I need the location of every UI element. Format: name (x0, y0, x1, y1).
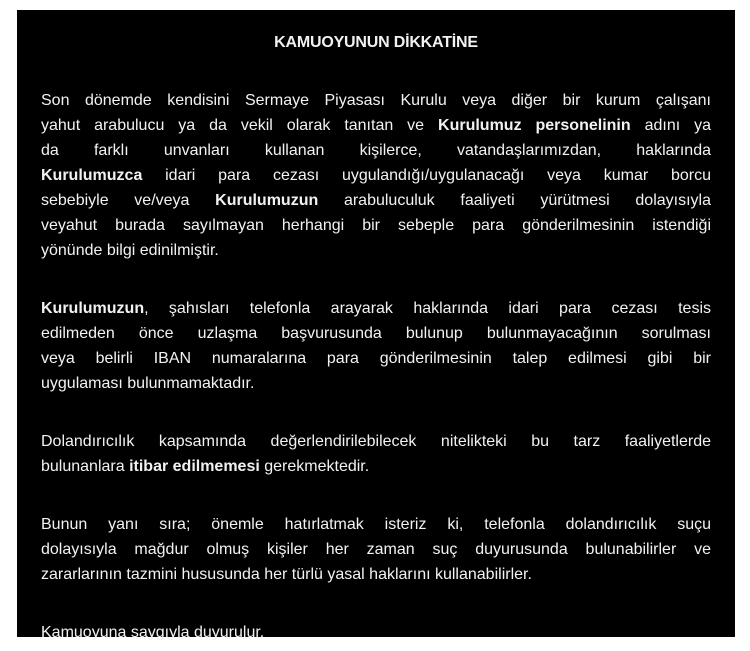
text-segment: veya belirli IBAN numaralarına para gönderilmesinin talep edilmesi gibi bir (41, 350, 711, 367)
text-line (41, 138, 711, 163)
text-segment: arabuluculuk faaliyeti yürütmesi dolayısıyla (318, 192, 711, 209)
bold-text: itibar edilmemesi (129, 458, 260, 475)
text-line (41, 238, 711, 263)
bold-text: Kurulumuz personelinin (438, 117, 631, 134)
text-segment: yönünde bilgi edinilmiştir. (41, 242, 219, 259)
text-segment: dolayısıyla mağdur olmuş kişiler her zaman suç duyurusunda bulunabilirler ve (41, 541, 711, 558)
text-line (41, 562, 711, 587)
notice-paragraph (41, 429, 711, 479)
text-line (41, 188, 711, 213)
notice-paragraph (41, 88, 711, 263)
text-segment: Bunun yanı sıra; önemle hatırlatmak isteriz ki, telefonla dolandırıcılık suçu (41, 516, 711, 533)
text-segment: , şahısları telefonla arayarak haklarında idari para cezası tesis (144, 300, 711, 317)
text-segment: uygulaması bulunmamaktadır. (41, 375, 255, 392)
text-segment: edilmeden önce uzlaşma başvurusunda bulunup bulunmayacağının sorulması (41, 325, 711, 342)
text-line (41, 512, 711, 537)
text-segment: veyahut burada sayılmayan herhangi bir sebeple para gönderilmesinin istendiği (41, 217, 711, 234)
text-line (41, 346, 711, 371)
notice-paragraph (41, 512, 711, 587)
text-segment: bulunanlara (41, 458, 130, 475)
text-segment: sebebiyle ve/veya (41, 192, 216, 209)
text-segment: yahut arabulucu ya da vekil olarak tanıtan ve (41, 117, 439, 134)
text-segment: da farklı unvanları kullanan kişilerce, vatandaşlarımızdan, haklarında (41, 142, 711, 159)
text-line (41, 163, 711, 188)
text-line (41, 429, 711, 454)
bold-text: Kurulumuzun (215, 192, 319, 209)
text-line (41, 213, 711, 238)
text-line (41, 296, 711, 321)
bold-text: Kurulumuzca (41, 167, 143, 184)
text-segment: adını ya (630, 117, 711, 134)
notice-paragraph (41, 296, 711, 396)
text-segment: zararlarının tazmini hususunda her türlü yasal haklarını kullanabilirler. (41, 566, 532, 583)
text-line (41, 371, 711, 396)
notice-title: KAMUOYUNUN DİKKATİNE (274, 34, 478, 51)
text-line (41, 113, 711, 138)
text-line (41, 454, 711, 479)
notice-body (41, 88, 711, 645)
public-notice-panel (17, 10, 735, 641)
text-segment: gerekmektedir. (259, 458, 370, 475)
text-segment: Son dönemde kendisini Sermaye Piyasası Kurulu veya diğer bir kurum çalışanı (41, 92, 711, 109)
text-segment: Dolandırıcılık kapsamında değerlendirilebilecek nitelikteki bu tarz faaliyetlerde (41, 433, 711, 450)
text-segment: idari para cezası uygulandığı/uygulanacağı veya kumar borcu (142, 167, 711, 184)
text-line (41, 620, 711, 645)
text-segment: Kamuoyuna saygıyla duyurulur. (41, 624, 265, 641)
notice-paragraph (41, 620, 711, 645)
text-line (41, 321, 711, 346)
bold-text: Kurulumuzun (41, 300, 145, 317)
text-line (41, 88, 711, 113)
text-line (41, 537, 711, 562)
